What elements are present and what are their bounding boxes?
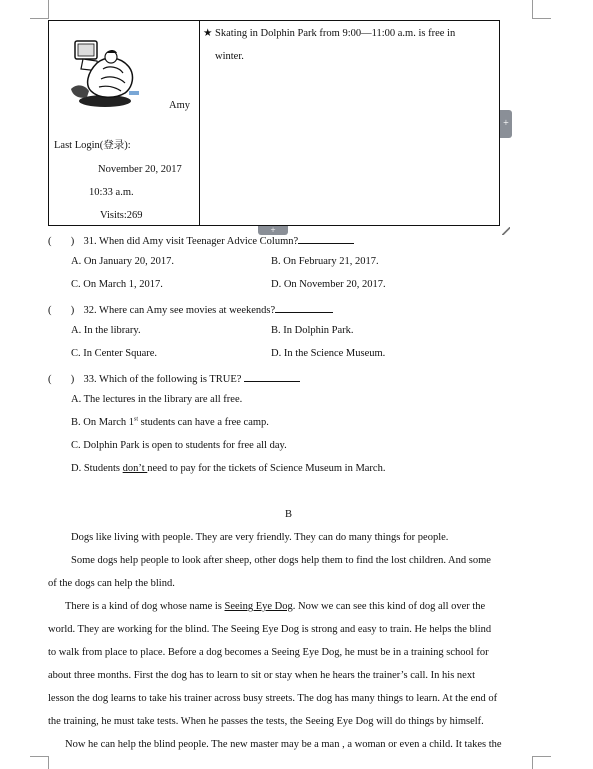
option-c: C. On March 1, 2017. [71, 279, 163, 290]
paragraph-3-line-2: world. They are working for the blind. The Seeing Eye Dog is strong and easy to train. He helps the blind [48, 624, 492, 635]
option-a: A. In the library. [71, 325, 141, 336]
option-c: C. In Center Square. [71, 348, 158, 359]
last-login-time: 10:33 a.m. [89, 187, 134, 198]
paragraph-3-line-4: about three months. First the dog has to learn to sit or stay when he hears the trainer’s call. In his next [48, 670, 475, 681]
plus-icon: + [503, 118, 509, 129]
option-d: D. In the Science Museum. [271, 348, 386, 359]
option-b: B. On March 1st students can have a free camp. [71, 416, 269, 428]
crop-mark-bottom-left [30, 756, 49, 769]
paragraph-4-line-1: Now he can help the blind people. The new master may be a man , a woman or even a child. It takes the [65, 739, 502, 750]
section-heading: B [285, 509, 293, 520]
star-icon: ★ [203, 28, 213, 39]
table-resize-handle[interactable] [502, 227, 510, 235]
answer-blank [275, 303, 333, 313]
answer-paren-close: ) [70, 305, 75, 316]
paragraph-3-line-3: to walk from place to place. Before a dog becomes a Seeing Eye Dog, he must be in a training school for [48, 647, 489, 658]
question-32 [48, 303, 333, 317]
last-login-label: Last Login(登录): [54, 140, 131, 151]
notice-cell [200, 21, 499, 225]
question-stem: 33. Which of the following is TRUE? [83, 374, 242, 385]
crop-mark-top-right [532, 0, 551, 19]
question-stem: 31. When did Amy visit Teenager Advice Column? [83, 236, 299, 247]
option-d: D. Students don’t need to pay for the tickets of Science Museum in March. [71, 463, 386, 474]
paragraph-2-line-1: Some dogs help people to look after sheep, other dogs help them to find the lost children. And some [71, 555, 491, 566]
answer-blank [298, 234, 354, 244]
option-d: D. On November 20, 2017. [271, 279, 386, 290]
profile-cell [49, 21, 200, 225]
notice-line-1: Skating in Dolphin Park from 9:00—11:00 a.m. is free in [215, 28, 456, 39]
question-stem: 32. Where can Amy see movies at weekends? [83, 305, 276, 316]
crop-mark-bottom-right [532, 756, 551, 769]
paragraph-1: Dogs like living with people. They are very friendly. They can do many things for people. [71, 532, 449, 543]
answer-blank [244, 372, 300, 382]
paragraph-3-line-6: the training, he must take tests. When he passes the tests, the Seeing Eye Dog will do things by himself. [48, 716, 484, 727]
answer-paren-close: ) [70, 236, 75, 247]
paragraph-2-line-2: of the dogs can help the blind. [48, 578, 175, 589]
plus-icon: + [270, 225, 276, 235]
answer-paren-open: ( [48, 305, 52, 316]
answer-paren-close: ) [70, 374, 75, 385]
option-c: C. Dolphin Park is open to students for free all day. [71, 440, 287, 451]
question-33 [48, 372, 300, 386]
table-add-column-handle[interactable] [500, 110, 512, 138]
seeing-eye-dog-term: Seeing Eye Dog [224, 601, 293, 612]
last-login-date: November 20, 2017 [98, 164, 182, 175]
answer-paren-open: ( [48, 374, 52, 385]
profile-image [63, 33, 149, 109]
option-a: A. The lectures in the library are all free. [71, 394, 243, 405]
paragraph-3-line-5: lesson the dog learns to take his trainer across busy streets. The dog has many things to learn. At the end of [48, 693, 498, 704]
notice-line-2: winter. [215, 51, 244, 62]
answer-paren-open: ( [48, 236, 52, 247]
option-b: B. On February 21, 2017. [271, 256, 379, 267]
profile-name: Amy [169, 100, 190, 111]
visit-count: Visits:269 [100, 210, 143, 221]
info-table [48, 20, 500, 226]
paragraph-3-line-1: There is a kind of dog whose name is Seeing Eye Dog. Now we can see this kind of dog all over the [65, 601, 486, 612]
option-a: A. On January 20, 2017. [71, 256, 174, 267]
option-b: B. In Dolphin Park. [271, 325, 354, 336]
crop-mark-top-left [30, 0, 49, 19]
question-31 [48, 234, 354, 248]
